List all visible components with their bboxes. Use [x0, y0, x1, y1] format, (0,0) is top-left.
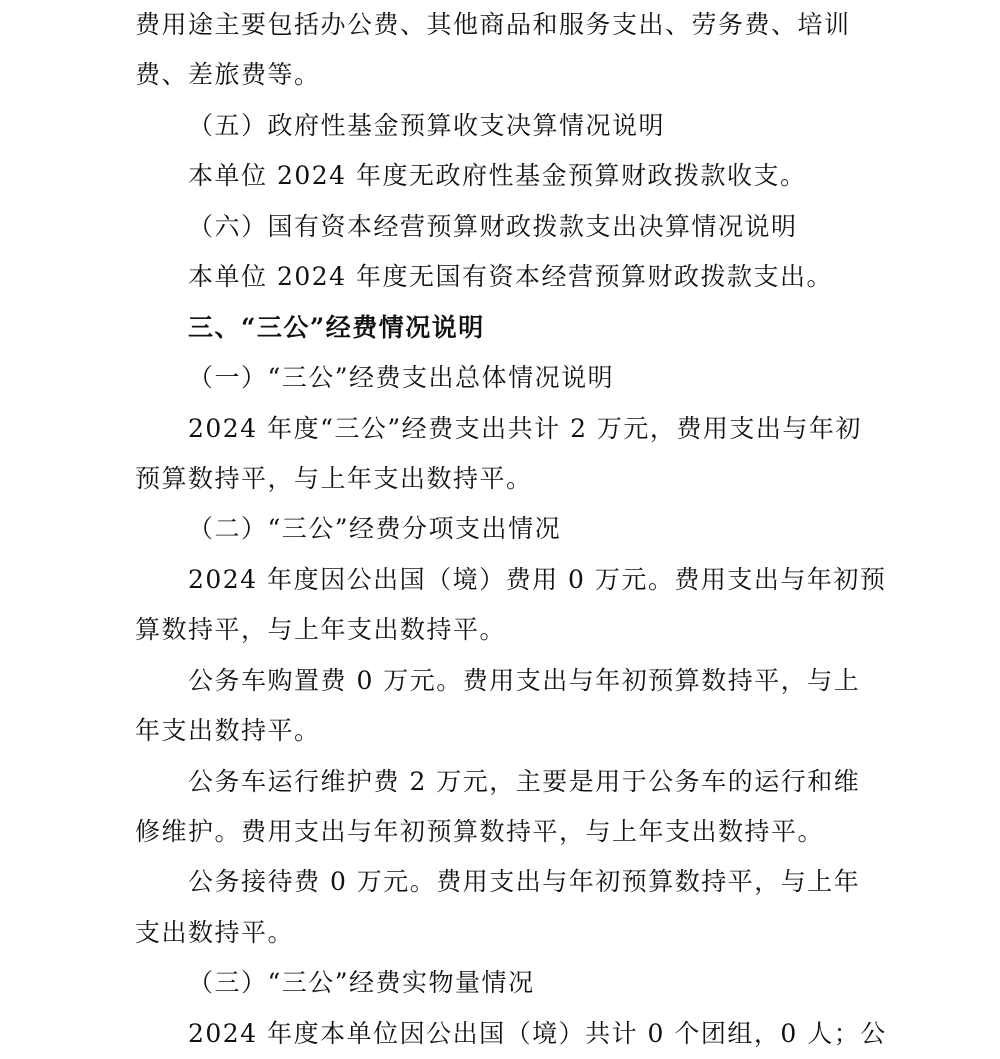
paragraph-line-7: 2024 年度因公出国（境）费用 0 万元。费用支出与年初预	[188, 565, 887, 594]
subsection-heading-5: （五）政府性基金预算收支决算情况说明	[188, 111, 666, 140]
paragraph-line-4: 本单位 2024 年度无国有资本经营预算财政拨款支出。	[188, 262, 834, 291]
paragraph-line-15: 2024 年度本单位因公出国（境）共计 0 个团组，0 人；公	[188, 1019, 887, 1048]
subsection-heading-6: （六）国有资本经营预算财政拨款支出决算情况说明	[188, 212, 798, 241]
subsection-heading-3: （三）“三公”经费实物量情况	[188, 968, 535, 997]
paragraph-line-11: 公务车运行维护费 2 万元，主要是用于公务车的运行和维	[188, 767, 861, 796]
paragraph-line-14: 支出数持平。	[135, 918, 295, 947]
subsection-heading-2: （二）“三公”经费分项支出情况	[188, 514, 562, 543]
paragraph-line-9: 公务车购置费 0 万元。费用支出与年初预算数持平，与上	[188, 666, 861, 695]
section-heading-3: 三、“三公”经费情况说明	[188, 313, 485, 342]
paragraph-line-3: 本单位 2024 年度无政府性基金预算财政拨款收支。	[188, 161, 807, 190]
paragraph-line-5: 2024 年度“三公”经费支出共计 2 万元，费用支出与年初	[188, 414, 862, 443]
paragraph-line-13: 公务接待费 0 万元。费用支出与年初预算数持平，与上年	[188, 867, 861, 896]
paragraph-line-1: 费用途主要包括办公费、其他商品和服务支出、劳务费、培训	[135, 10, 851, 39]
paragraph-line-8: 算数持平，与上年支出数持平。	[135, 615, 507, 644]
paragraph-line-12: 修维护。费用支出与年初预算数持平，与上年支出数持平。	[135, 817, 825, 846]
paragraph-line-2: 费、差旅费等。	[135, 60, 321, 89]
paragraph-line-10: 年支出数持平。	[135, 716, 321, 745]
paragraph-line-6: 预算数持平，与上年支出数持平。	[135, 464, 533, 493]
subsection-heading-1: （一）“三公”经费支出总体情况说明	[188, 363, 615, 392]
